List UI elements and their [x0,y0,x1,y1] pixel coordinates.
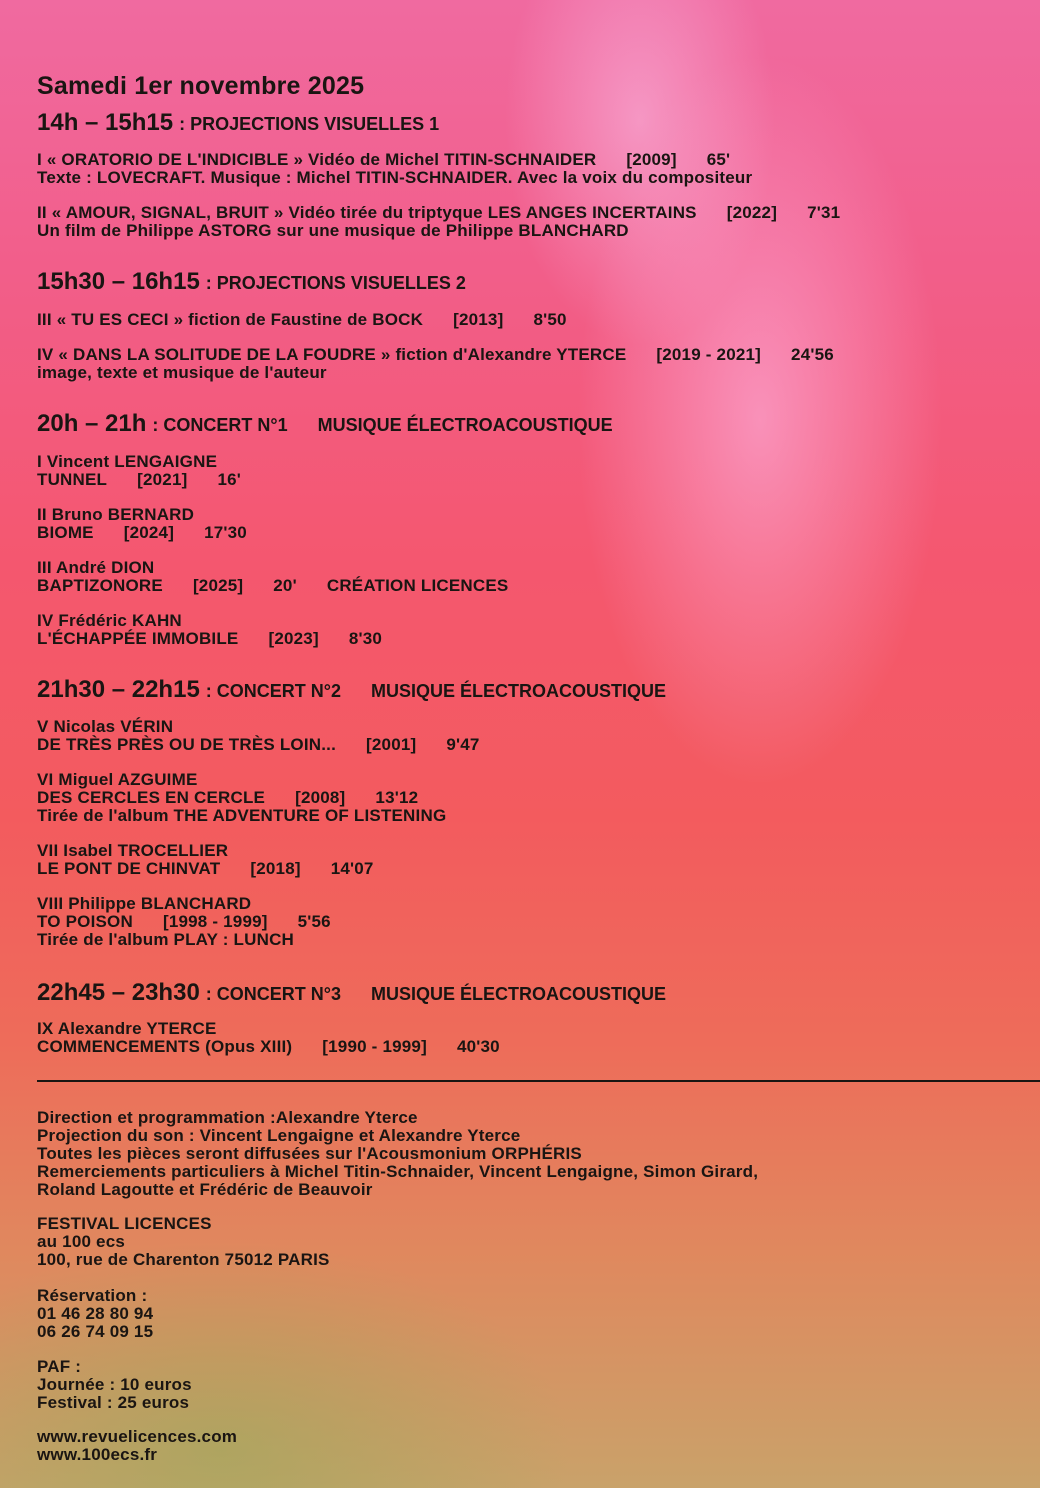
item-duration: 14'07 [330,859,374,878]
credits-block [37,1109,758,1199]
work-title: DE TRÈS PRÈS OU DE TRÈS LOIN... [37,735,337,754]
item-duration: 20' [273,576,297,595]
item-title: I « ORATORIO DE L'INDICIBLE » Vidéo de Michel TITIN-SCHNAIDER [37,150,597,169]
time-slot: 14h – 15h15 [37,109,174,136]
venue-block [37,1215,330,1269]
time-slot: 21h30 – 22h15 [37,676,200,703]
time-slot: 15h30 – 16h15 [37,268,200,295]
time-slot: 22h45 – 23h30 [37,979,200,1006]
credit-line: Direction et programmation :Alexandre Yterce [37,1108,418,1127]
credit-line: Remerciements particuliers à Michel Titin-Schnaider, Vincent Lengaigne, Simon Girard, [37,1162,759,1181]
item-year: [2013] [453,310,504,329]
venue-name: FESTIVAL LICENCES [37,1214,212,1233]
websites-block [37,1428,237,1464]
composer-name: III André DION [37,558,155,577]
item-year: [2021] [137,470,188,489]
reservation-label: Réservation : [37,1286,148,1305]
composer-name: VIII Philippe BLANCHARD [37,894,252,913]
program-item [37,1020,500,1056]
work-title: TUNNEL [37,470,108,489]
item-duration: 8'50 [533,310,567,329]
item-year: [1990 - 1999] [322,1037,427,1056]
item-year: [2023] [268,629,319,648]
work-title: COMMENCEMENTS (Opus XIII) [37,1037,293,1056]
item-duration: 8'30 [348,629,383,648]
section-genre: MUSIQUE ÉLECTROACOUSTIQUE [371,681,667,701]
section-header [37,109,439,137]
program-item [37,718,480,754]
phone-number: 06 26 74 09 15 [37,1322,154,1341]
credit-line: Projection du son : Vincent Lengaigne et Alexandre Yterce [37,1126,521,1145]
price-block [37,1358,192,1412]
composer-name: IX Alexandre YTERCE [37,1019,217,1038]
section-genre: MUSIQUE ÉLECTROACOUSTIQUE [317,415,613,435]
program-item [37,612,382,648]
time-slot: 20h – 21h [37,410,147,437]
composer-name: I Vincent LENGAIGNE [37,452,218,471]
item-duration: 16' [217,470,242,489]
premiere-badge: CRÉATION LICENCES [326,576,509,595]
program-item [37,346,834,382]
program-item [37,895,331,949]
section-genre: MUSIQUE ÉLECTROACOUSTIQUE [371,984,667,1004]
divider [37,1080,1040,1082]
program-item [37,506,247,542]
website-link[interactable]: www.100ecs.fr [37,1445,158,1464]
item-year: [2008] [295,788,346,807]
program-item [37,842,374,878]
item-year: [2025] [192,576,244,595]
item-duration: 40'30 [456,1037,500,1056]
program-item [37,559,508,595]
section-header [37,676,666,704]
composer-name: VI Miguel AZGUIME [37,770,198,789]
item-year: [2022] [726,203,778,222]
work-title: TO POISON [37,912,133,931]
section-header [37,410,613,438]
item-duration: 17'30 [204,523,247,542]
item-duration: 65' [706,150,731,169]
reservation-block [37,1287,153,1341]
work-title: LE PONT DE CHINVAT [37,859,221,878]
work-title: DES CERCLES EN CERCLE [37,788,266,807]
program-item [37,453,241,489]
website-link[interactable]: www.revuelicences.com [37,1427,238,1446]
item-duration: 7'31 [807,203,841,222]
program-item [37,204,840,240]
phone-number: 01 46 28 80 94 [37,1304,154,1323]
work-title: L'ÉCHAPPÉE IMMOBILE [37,629,239,648]
program-item [37,151,752,187]
program-item [37,771,446,825]
section-label: : PROJECTIONS VISUELLES 2 [205,273,466,293]
price-label: PAF : [37,1357,82,1376]
item-title: III « TU ES CECI » fiction de Faustine de BOCK [37,310,424,329]
item-note: Texte : LOVECRAFT. Musique : Michel TITIN-SCHNAIDER. Avec la voix du compositeur [37,168,753,187]
item-year: [2018] [250,859,301,878]
composer-name: VII Isabel TROCELLIER [37,841,229,860]
composer-name: IV Frédéric KAHN [37,611,182,630]
item-duration: 24'56 [791,345,834,364]
program-item [37,311,567,329]
item-note: image, texte et musique de l'auteur [37,363,327,382]
item-year: [2024] [123,523,175,542]
item-year: [2009] [626,150,677,169]
section-label: : CONCERT N°3 [205,984,341,1004]
credit-line: Roland Lagoutte et Frédéric de Beauvoir [37,1180,373,1199]
item-year: [2019 - 2021] [656,345,762,364]
section-header [37,268,466,296]
item-year: [2001] [366,735,417,754]
item-duration: 13'12 [375,788,419,807]
item-year: [1998 - 1999] [162,912,268,931]
price-line: Festival : 25 euros [37,1393,190,1412]
section-label: : CONCERT N°2 [205,681,341,701]
work-title: BIOME [37,523,94,542]
item-title: II « AMOUR, SIGNAL, BRUIT » Vidéo tirée du triptyque LES ANGES INCERTAINS [37,203,697,222]
work-title: BAPTIZONORE [37,576,163,595]
item-note: Tirée de l'album THE ADVENTURE OF LISTENING [37,806,447,825]
section-header [37,979,666,1007]
item-note: Tirée de l'album PLAY : LUNCH [37,930,295,949]
price-line: Journée : 10 euros [37,1375,192,1394]
item-duration: 9'47 [446,735,480,754]
venue-address: 100, rue de Charenton 75012 PARIS [37,1250,330,1269]
item-note: Un film de Philippe ASTORG sur une musique de Philippe BLANCHARD [37,221,629,240]
composer-name: V Nicolas VÉRIN [37,717,174,736]
credit-line: Toutes les pièces seront diffusées sur l'Acousmonium ORPHÉRIS [37,1144,582,1163]
section-label: : PROJECTIONS VISUELLES 1 [179,114,440,134]
composer-name: II Bruno BERNARD [37,505,195,524]
item-duration: 5'56 [297,912,331,931]
item-title: IV « DANS LA SOLITUDE DE LA FOUDRE » fiction d'Alexandre YTERCE [37,345,627,364]
program-date: Samedi 1er novembre 2025 [37,72,365,100]
section-label: : CONCERT N°1 [152,415,288,435]
venue-line: au 100 ecs [37,1232,126,1251]
